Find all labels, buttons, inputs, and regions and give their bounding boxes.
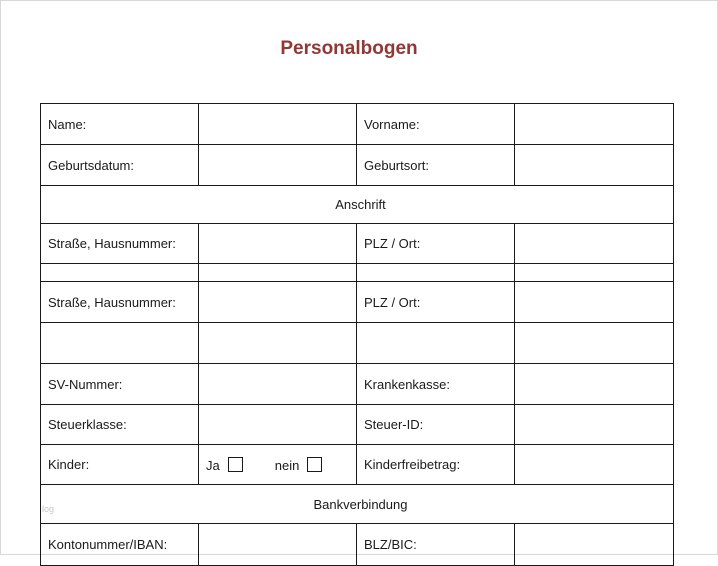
plz-label-2: PLZ / Ort:: [357, 282, 515, 323]
row-kinder: [41, 445, 674, 485]
steuerklasse-label: Steuerklasse:: [41, 405, 199, 445]
name-label: Name:: [41, 104, 199, 145]
krankenkasse-field[interactable]: [515, 364, 674, 405]
strasse-label-2: Straße, Hausnummer:: [41, 282, 199, 323]
row-sv: [41, 364, 674, 405]
bic-field[interactable]: [515, 524, 674, 566]
steuer-id-field[interactable]: [515, 405, 674, 445]
iban-label: Kontonummer/IBAN:: [41, 524, 199, 566]
sv-nummer-label: SV-Nummer:: [41, 364, 199, 405]
strasse-label-1: Straße, Hausnummer:: [41, 224, 199, 264]
kinder-nein-checkbox[interactable]: [307, 457, 322, 472]
strasse-field-2[interactable]: [199, 282, 357, 323]
empty-cell[interactable]: [515, 323, 674, 364]
vorname-label: Vorname:: [357, 104, 515, 145]
bic-label: BLZ/BIC:: [357, 524, 515, 566]
geburtsort-field[interactable]: [515, 145, 674, 186]
spacer-cell[interactable]: [357, 264, 515, 282]
empty-cell[interactable]: [199, 323, 357, 364]
spacer-cell[interactable]: [515, 264, 674, 282]
geburtsdatum-label: Geburtsdatum:: [41, 145, 199, 186]
geburtsort-label: Geburtsort:: [357, 145, 515, 186]
kinder-options: [199, 445, 357, 485]
kinderfreibetrag-label: Kinderfreibetrag:: [357, 445, 515, 485]
name-field[interactable]: [199, 104, 357, 145]
bankverbindung-header: Bankverbindung: [41, 485, 674, 524]
steuerklasse-field[interactable]: [199, 405, 357, 445]
kinder-ja-label: Ja: [206, 457, 220, 473]
row-steuer: [41, 405, 674, 445]
spacer-cell[interactable]: [199, 264, 357, 282]
plz-label-1: PLZ / Ort:: [357, 224, 515, 264]
kinderfreibetrag-field[interactable]: [515, 445, 674, 485]
plz-field-2[interactable]: [515, 282, 674, 323]
steuer-id-label: Steuer-ID:: [357, 405, 515, 445]
geburtsdatum-field[interactable]: [199, 145, 357, 186]
anschrift-header: Anschrift: [41, 186, 674, 224]
krankenkasse-label: Krankenkasse:: [357, 364, 515, 405]
empty-cell[interactable]: [41, 323, 199, 364]
row-strasse-1: [41, 224, 674, 264]
row-anschrift-header: [41, 186, 674, 224]
spacer-cell[interactable]: [41, 264, 199, 282]
row-spacer: [41, 264, 674, 282]
kinder-nein-label: nein: [274, 457, 300, 473]
row-iban: [41, 524, 674, 566]
row-name: [41, 104, 674, 145]
document-title: Personalbogen: [280, 38, 418, 59]
row-strasse-2: [41, 282, 674, 323]
kinder-ja-checkbox[interactable]: [228, 457, 243, 472]
row-empty: [41, 323, 674, 364]
sv-nummer-field[interactable]: [199, 364, 357, 405]
iban-field[interactable]: [199, 524, 357, 566]
kinder-label: Kinder:: [41, 445, 199, 485]
row-bank-header: [41, 485, 674, 524]
strasse-field-1[interactable]: [199, 224, 357, 264]
personal-form-table: [40, 103, 674, 566]
plz-field-1[interactable]: [515, 224, 674, 264]
vorname-field[interactable]: [515, 104, 674, 145]
empty-cell[interactable]: [357, 323, 515, 364]
watermark: log: [42, 504, 55, 514]
row-geburt: [41, 145, 674, 186]
